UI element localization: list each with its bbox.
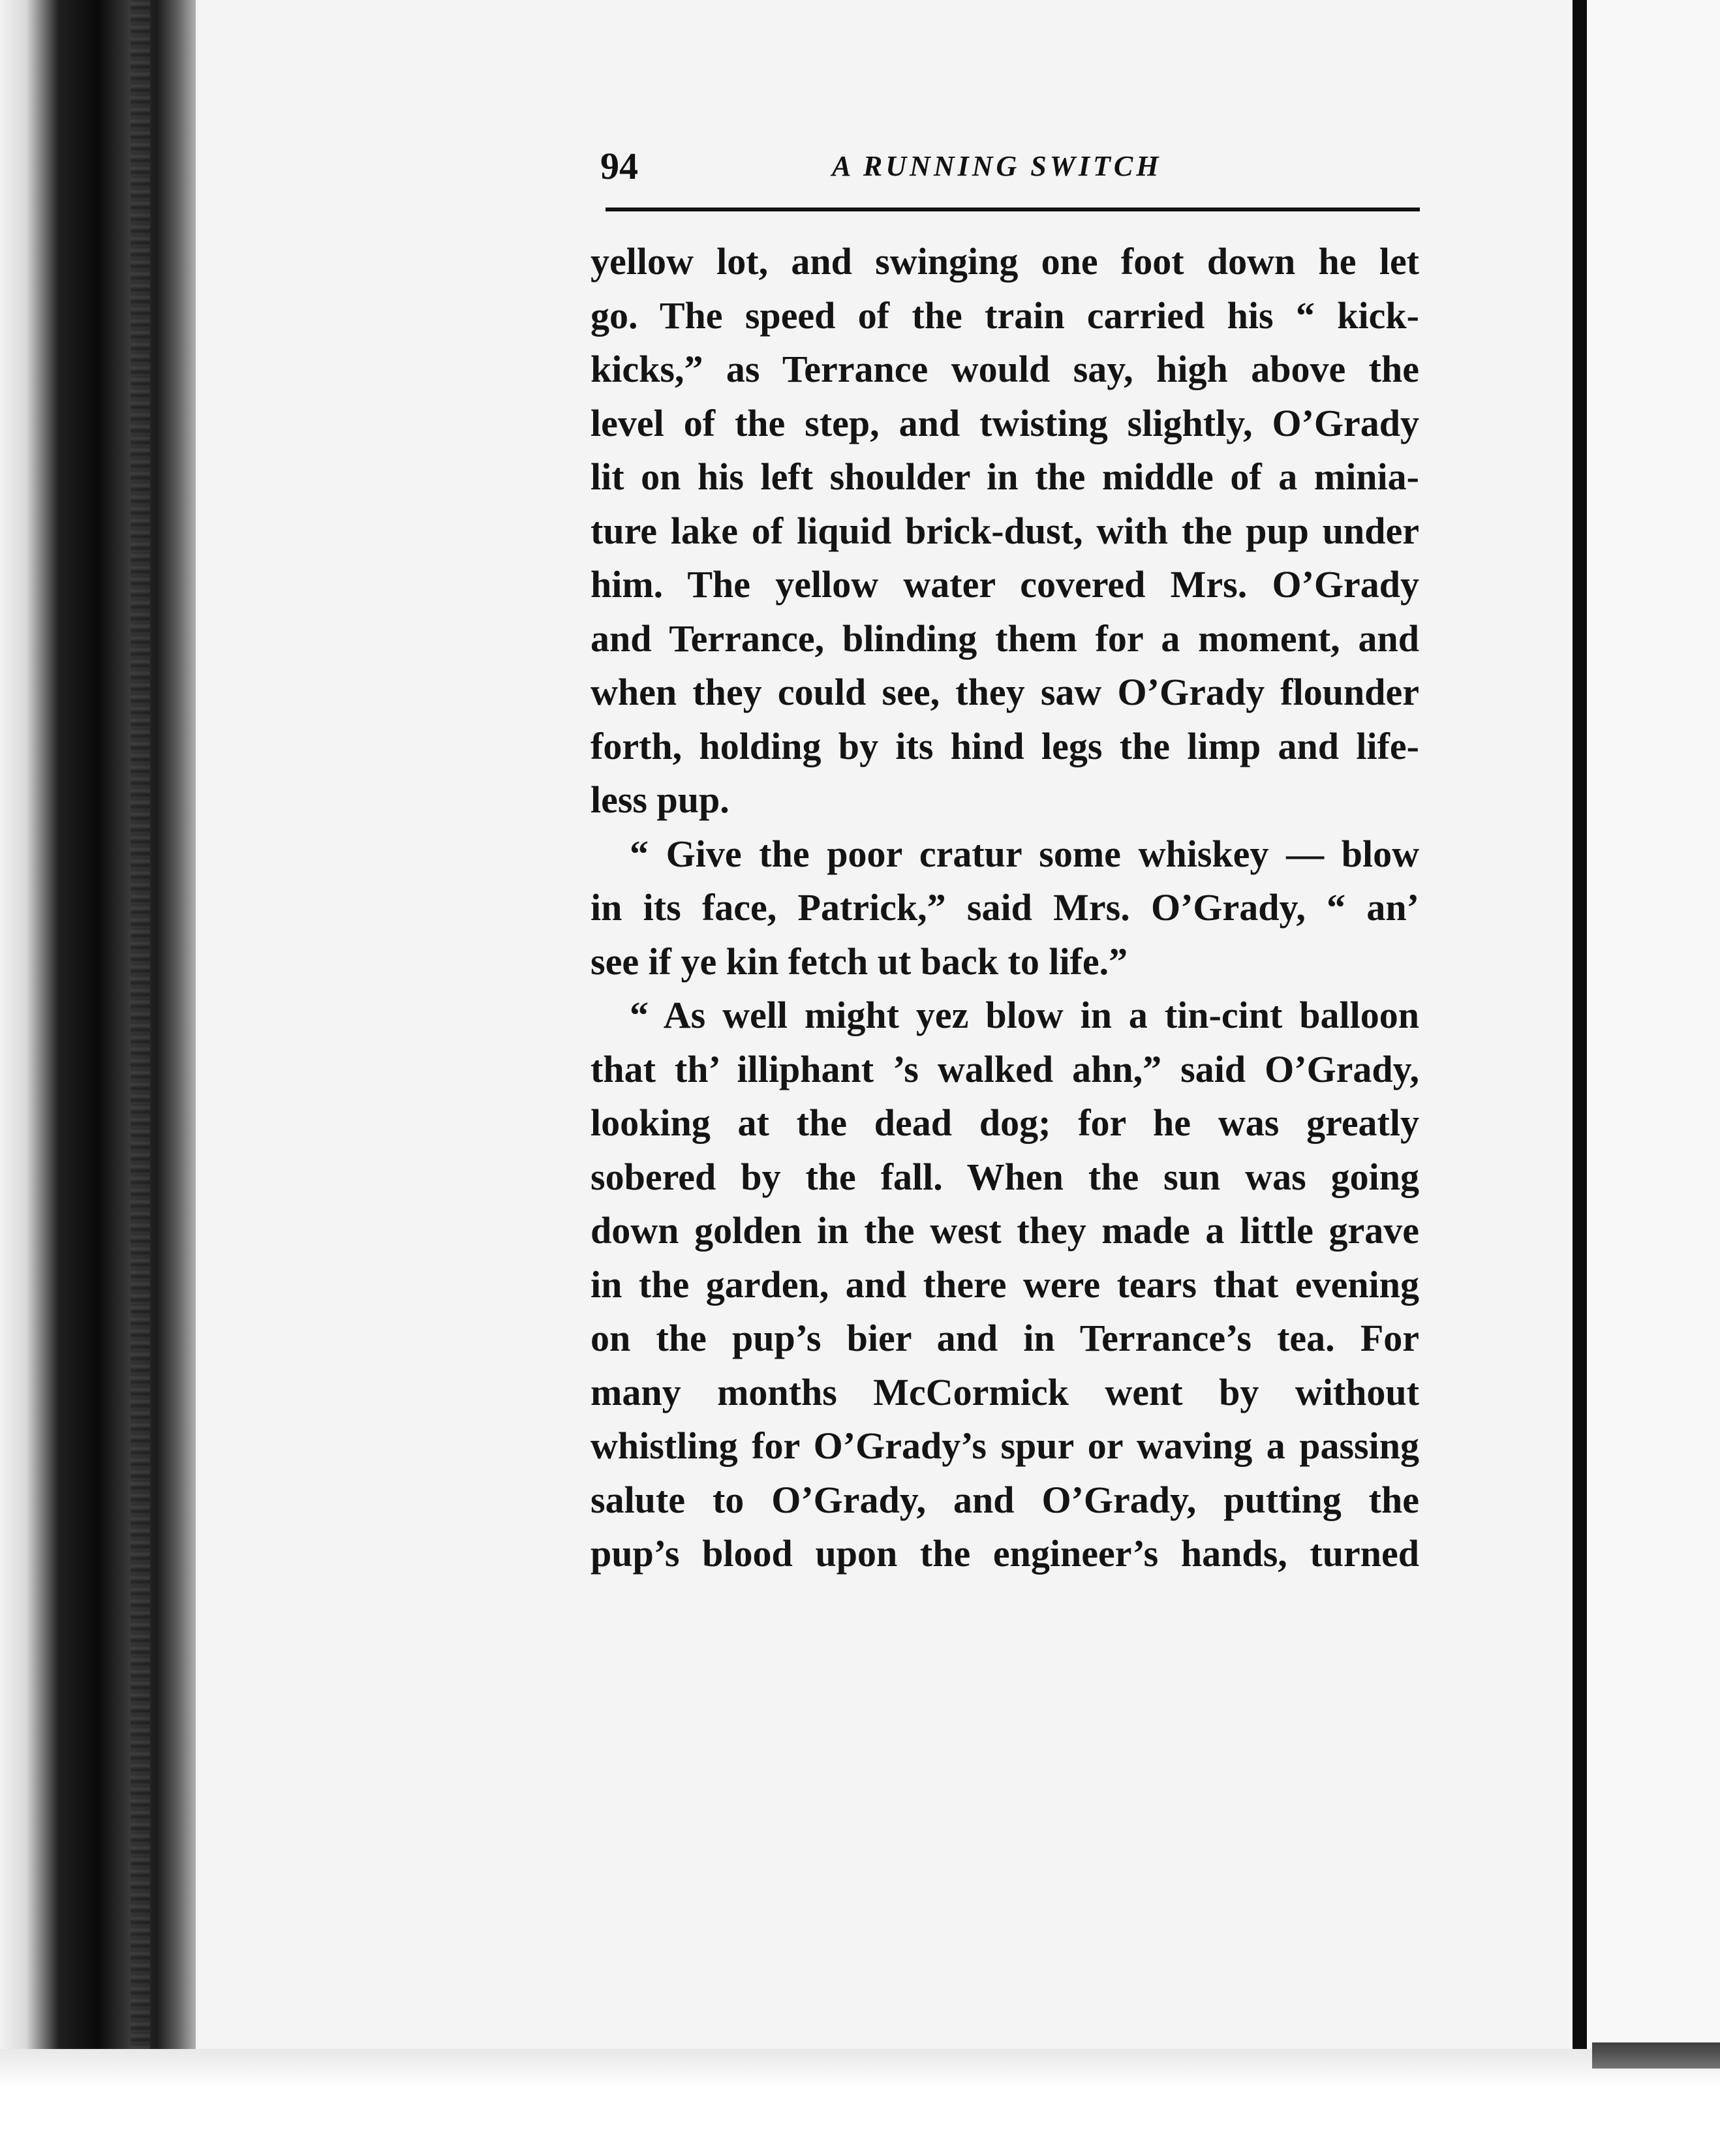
text-line: down golden in the west they made a little grave (591, 1209, 1419, 1252)
page-number: 94 (600, 145, 638, 187)
text-line: and Terrance, blinding them for a moment, and (591, 617, 1419, 660)
text-line: him. The yellow water covered Mrs. O’Grady (591, 563, 1419, 606)
text-line: lit on his left shoulder in the middle of a minia- (591, 455, 1419, 498)
text-line: whistling for O’Grady’s spur or waving a passing (591, 1424, 1419, 1467)
body-text (591, 235, 1419, 1581)
adjacent-page-edge (1587, 0, 1720, 2156)
text-line: when they could see, they saw O’Grady flounder (591, 671, 1419, 713)
paragraph-start-line: “ Give the poor cratur some whiskey — blow (630, 832, 1419, 875)
corner-shadow (1592, 2042, 1720, 2069)
text-line: pup’s blood upon the engineer’s hands, turned (591, 1532, 1419, 1575)
text-line: on the pup’s bier and in Terrance’s tea. For (591, 1317, 1419, 1359)
binding-edge (131, 0, 150, 2156)
text-line: yellow lot, and swinging one foot down he let (591, 240, 1419, 283)
book-spine (0, 0, 196, 2156)
text-line: looking at the dead dog; for he was greatly (591, 1101, 1419, 1144)
paragraph-end-line: less pup. (591, 778, 729, 821)
text-line: that th’ illiphant ’s walked ahn,” said O’Grady, (591, 1047, 1419, 1090)
running-title: A RUNNING SWITCH (832, 150, 1162, 182)
text-line: kicks,” as Terrance would say, high above the (591, 348, 1419, 390)
text-line: ture lake of liquid brick-dust, with the pup under (591, 509, 1419, 552)
text-line: in its face, Patrick,” said Mrs. O’Grady, “ an’ (591, 886, 1419, 929)
text-line: forth, holding by its hind legs the limp and life- (591, 724, 1419, 767)
page-bottom-edge (0, 2049, 1720, 2156)
text-line: salute to O’Grady, and O’Grady, putting the (591, 1478, 1419, 1521)
text-line: sobered by the fall. When the sun was going (591, 1155, 1419, 1198)
header-rule (606, 208, 1420, 211)
text-line: many months McCormick went by without (591, 1370, 1419, 1413)
text-line: go. The speed of the train carried his “ kick- (591, 294, 1419, 337)
page-gutter-shadow (1573, 0, 1587, 2062)
text-line: level of the step, and twisting slightly, O’Grady (591, 401, 1419, 444)
paragraph-end-line: see if ye kin fetch ut back to life.” (591, 940, 1128, 983)
text-line: in the garden, and there were tears that evening (591, 1263, 1419, 1306)
running-head (600, 140, 1419, 192)
paragraph-start-line: “ As well might yez blow in a tin-cint balloon (630, 994, 1419, 1036)
